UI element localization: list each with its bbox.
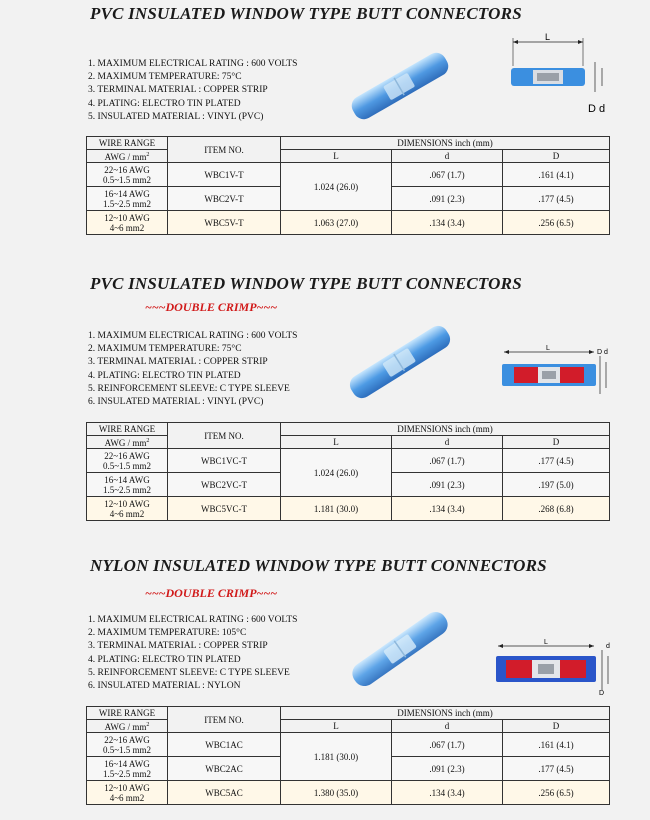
- cell-D: .161 (4.1): [503, 733, 610, 757]
- cell-L: 1.063 (27.0): [281, 211, 392, 235]
- header-item-no: ITEM NO.: [168, 707, 281, 733]
- cell-d: .091 (2.3): [392, 757, 503, 781]
- table-row: [87, 497, 610, 521]
- spec-item: 2. MAXIMUM TEMPERATURE: 75°C: [88, 72, 242, 83]
- cell-d: .067 (1.7): [392, 449, 503, 473]
- diagram-label-D: D: [597, 349, 603, 356]
- cell-wire-range: 12~10 AWG 4~6 mm2: [87, 497, 168, 521]
- header-D: D: [503, 150, 610, 163]
- cell-d: .067 (1.7): [392, 163, 503, 187]
- cell-L: 1.380 (35.0): [281, 781, 392, 805]
- cell-D: .256 (6.5): [503, 211, 610, 235]
- cell-item: WBC5AC: [168, 781, 281, 805]
- spec-item: 6. INSULATED MATERIAL : VINYL (PVC): [88, 397, 264, 408]
- header-D: D: [503, 436, 610, 449]
- spec-list: [88, 330, 297, 409]
- header-item-no: ITEM NO.: [168, 137, 281, 163]
- spec-list: [88, 614, 297, 693]
- cell-D: .268 (6.8): [503, 497, 610, 521]
- cell-item: WBC5VC-T: [168, 497, 281, 521]
- cell-d: .134 (3.4): [392, 781, 503, 805]
- section-pvc-window: [0, 0, 650, 270]
- cell-L: 1.181 (30.0): [281, 497, 392, 521]
- dimension-diagram-icon: [500, 342, 612, 412]
- header-awg: AWG / $mm^2$: [87, 150, 168, 163]
- table-row: [87, 449, 610, 473]
- spec-item: 1. MAXIMUM ELECTRICAL RATING : 600 VOLTS: [88, 59, 298, 69]
- header-awg: AWG / $mm^2$: [87, 720, 168, 733]
- spec-item: 3. TERMINAL MATERIAL : COPPER STRIP: [88, 641, 268, 652]
- section-subtitle: ~~~DOUBLE CRIMP~~~: [145, 300, 278, 314]
- header-wire-range: WIRE RANGE: [87, 423, 168, 436]
- diagram-label-d: d: [604, 349, 608, 356]
- cell-item: WBC5V-T: [168, 211, 281, 235]
- header-D: D: [503, 720, 610, 733]
- spec-item: 1. MAXIMUM ELECTRICAL RATING : 600 VOLTS: [88, 331, 298, 341]
- header-wire-range: WIRE RANGE: [87, 707, 168, 720]
- spec-item: 3. TERMINAL MATERIAL : COPPER STRIP: [88, 357, 268, 368]
- header-item-no: ITEM NO.: [168, 423, 281, 449]
- header-L: L: [281, 720, 392, 733]
- connector-photo-icon: [345, 48, 455, 124]
- diagram-label-L: L: [544, 639, 548, 646]
- cell-L: 1.181 (30.0): [281, 733, 392, 781]
- spec-item: 4. PLATING: ELECTRO TIN PLATED: [88, 370, 241, 381]
- spec-item: 3. TERMINAL MATERIAL : COPPER STRIP: [88, 85, 268, 96]
- header-dimensions: DIMENSIONS inch (mm): [281, 707, 610, 720]
- spec-item: 6. INSULATED MATERIAL : NYLON: [88, 681, 241, 692]
- spec-item: 5. REINFORCEMENT SLEEVE: C TYPE SLEEVE: [88, 383, 290, 394]
- cell-D: .177 (4.5): [503, 449, 610, 473]
- diagram-label-D: D: [588, 103, 596, 115]
- cell-D: .177 (4.5): [503, 187, 610, 211]
- cell-D: .177 (4.5): [503, 757, 610, 781]
- header-d: d: [392, 720, 503, 733]
- diagram-label-d: d: [606, 643, 610, 650]
- dimensions-table: [86, 136, 610, 235]
- cell-wire-range: 16~14 AWG 1.5~2.5 mm2: [87, 757, 168, 781]
- cell-d: .091 (2.3): [392, 473, 503, 497]
- cell-item: WBC1V-T: [168, 163, 281, 187]
- section-title: PVC INSULATED WINDOW TYPE BUTT CONNECTORS: [90, 274, 522, 293]
- cell-d: .134 (3.4): [392, 211, 503, 235]
- cell-item: WBC1AC: [168, 733, 281, 757]
- spec-item: 4. PLATING: ELECTRO TIN PLATED: [88, 654, 241, 665]
- header-d: d: [392, 436, 503, 449]
- spec-item: 2. MAXIMUM TEMPERATURE: 105°C: [88, 628, 247, 639]
- cell-item: WBC2AC: [168, 757, 281, 781]
- cell-wire-range: 16~14 AWG 1.5~2.5 mm2: [87, 187, 168, 211]
- section-nylon-double-crimp: [0, 554, 650, 820]
- diagram-label-D: D: [599, 690, 605, 697]
- cell-wire-range: 12~10 AWG 4~6 mm2: [87, 781, 168, 805]
- connector-photo-icon: [340, 322, 460, 402]
- spec-item: 1. MAXIMUM ELECTRICAL RATING : 600 VOLTS: [88, 615, 298, 625]
- cell-d: .067 (1.7): [392, 733, 503, 757]
- cell-L: 1.024 (26.0): [281, 449, 392, 497]
- dimensions-table: [86, 422, 610, 521]
- cell-item: WBC1VC-T: [168, 449, 281, 473]
- cell-wire-range: 16~14 AWG 1.5~2.5 mm2: [87, 473, 168, 497]
- spec-list: [88, 58, 297, 124]
- section-title: PVC INSULATED WINDOW TYPE BUTT CONNECTORS: [90, 4, 522, 23]
- section-title: NYLON INSULATED WINDOW TYPE BUTT CONNECTORS: [90, 556, 547, 575]
- spec-item: 2. MAXIMUM TEMPERATURE: 75°C: [88, 344, 242, 355]
- cell-wire-range: 12~10 AWG 4~6 mm2: [87, 211, 168, 235]
- dimension-diagram-icon: [494, 638, 614, 698]
- diagram-label-d: d: [599, 103, 606, 115]
- diagram-label-L: L: [545, 32, 551, 42]
- cell-D: .256 (6.5): [503, 781, 610, 805]
- cell-d: .091 (2.3): [392, 187, 503, 211]
- dimensions-table: [86, 706, 610, 805]
- spec-item: 5. REINFORCEMENT SLEEVE: C TYPE SLEEVE: [88, 667, 290, 678]
- cell-D: .161 (4.1): [503, 163, 610, 187]
- cell-L: 1.024 (26.0): [281, 163, 392, 211]
- header-d: d: [392, 150, 503, 163]
- cell-d: .134 (3.4): [392, 497, 503, 521]
- cell-D: .197 (5.0): [503, 473, 610, 497]
- spec-item: 5. INSULATED MATERIAL : VINYL (PVC): [88, 111, 264, 122]
- cell-wire-range: 22~16 AWG 0.5~1.5 mm2: [87, 449, 168, 473]
- connector-photo-icon: [343, 606, 458, 692]
- section-subtitle: ~~~DOUBLE CRIMP~~~: [145, 586, 278, 600]
- table-row: [87, 733, 610, 757]
- header-wire-range: WIRE RANGE: [87, 137, 168, 150]
- dimension-diagram-icon: [505, 32, 615, 122]
- header-L: L: [281, 150, 392, 163]
- header-dimensions: DIMENSIONS inch (mm): [281, 423, 610, 436]
- table-row: [87, 211, 610, 235]
- cell-item: WBC2VC-T: [168, 473, 281, 497]
- section-pvc-double-crimp: [0, 272, 650, 542]
- header-dimensions: DIMENSIONS inch (mm): [281, 137, 610, 150]
- spec-item: 4. PLATING: ELECTRO TIN PLATED: [88, 98, 241, 109]
- header-L: L: [281, 436, 392, 449]
- table-row: [87, 163, 610, 187]
- diagram-label-L: L: [546, 345, 550, 352]
- cell-item: WBC2V-T: [168, 187, 281, 211]
- header-awg: AWG / $mm^2$: [87, 436, 168, 449]
- table-row: [87, 781, 610, 805]
- cell-wire-range: 22~16 AWG 0.5~1.5 mm2: [87, 733, 168, 757]
- cell-wire-range: 22~16 AWG 0.5~1.5 mm2: [87, 163, 168, 187]
